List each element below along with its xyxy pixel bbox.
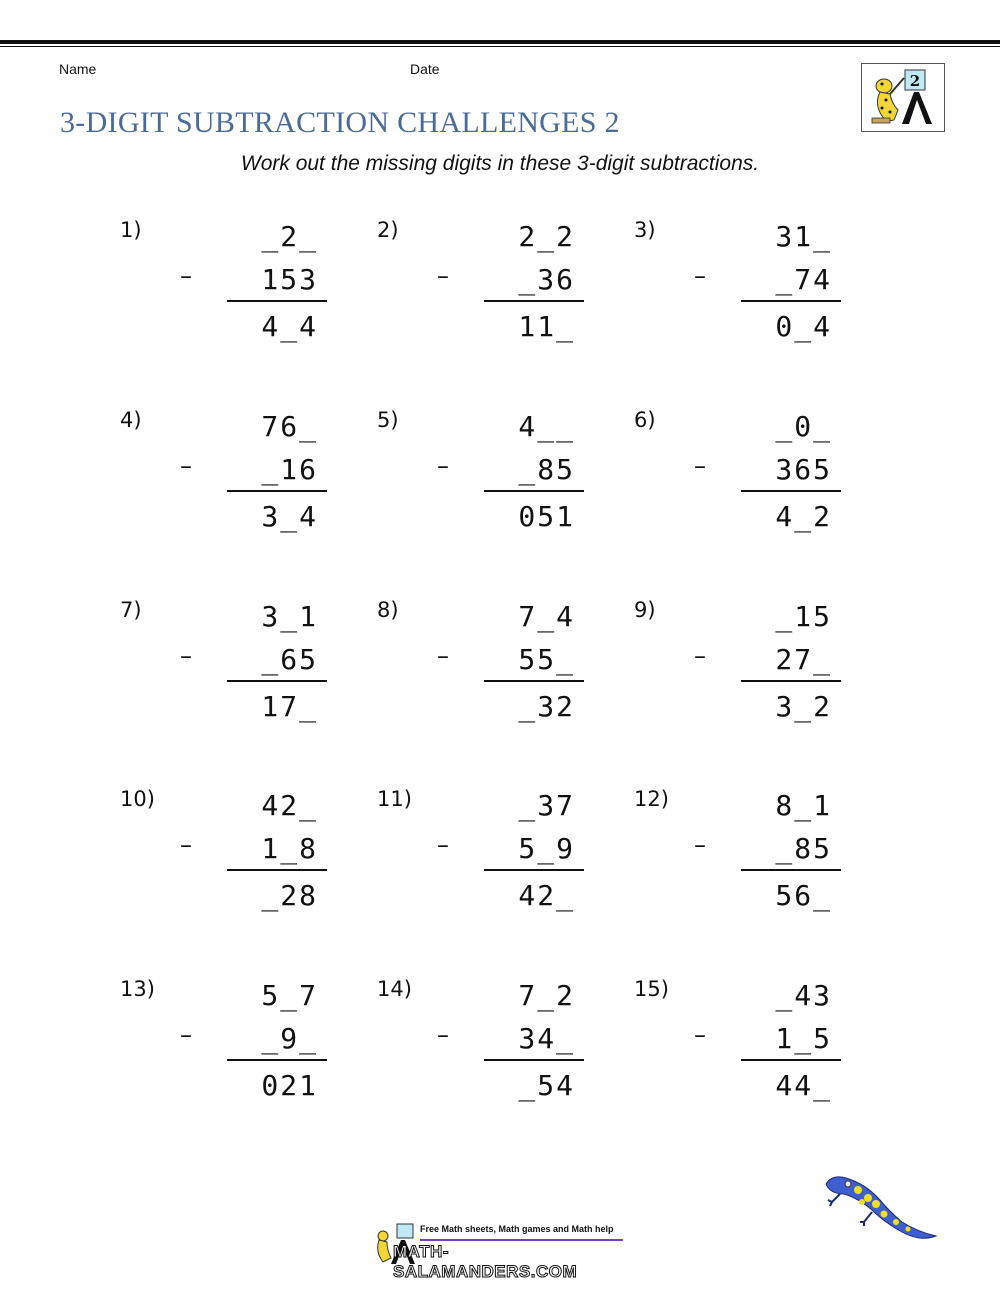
answer-bar <box>227 1059 327 1061</box>
svg-text:2: 2 <box>909 72 921 90</box>
problem-number: 8) <box>377 598 399 622</box>
answer-bar <box>484 490 584 492</box>
problem-8 <box>377 598 637 748</box>
problem-number: 13) <box>120 977 155 1001</box>
minuend[interactable]: 7_2 <box>518 979 575 1012</box>
subtrahend[interactable]: 1_8 <box>261 832 318 865</box>
problem-number: 6) <box>634 408 656 432</box>
footer-tagline: Free Math sheets, Math games and Math help <box>420 1224 614 1234</box>
difference[interactable]: 3_4 <box>261 500 318 533</box>
problem-number: 9) <box>634 598 656 622</box>
minuend[interactable]: _37 <box>518 789 575 822</box>
subtrahend[interactable]: _85 <box>518 453 575 486</box>
date-label: Date <box>410 61 440 77</box>
problem-number: 3) <box>634 218 656 242</box>
top-rule <box>0 40 1000 44</box>
minuend[interactable]: 7_4 <box>518 600 575 633</box>
answer-bar <box>227 869 327 871</box>
difference[interactable]: 44_ <box>775 1069 832 1102</box>
minus-sign: – <box>694 831 706 859</box>
problem-12 <box>634 787 894 937</box>
difference[interactable]: 051 <box>518 500 575 533</box>
answer-bar <box>484 1059 584 1061</box>
difference[interactable]: 0_4 <box>775 310 832 343</box>
minuend[interactable]: 31_ <box>775 220 832 253</box>
problem-number: 1) <box>120 218 142 242</box>
salamander-easel-icon <box>862 64 944 131</box>
minus-sign: – <box>437 642 449 670</box>
minus-sign: – <box>437 1021 449 1049</box>
minuend[interactable]: 4__ <box>518 410 575 443</box>
subtrahend[interactable]: _74 <box>775 263 832 296</box>
problem-number: 12) <box>634 787 669 811</box>
problem-6 <box>634 408 894 558</box>
subtrahend[interactable]: 5_9 <box>518 832 575 865</box>
minuend[interactable]: 3_1 <box>261 600 318 633</box>
minuend[interactable]: 8_1 <box>775 789 832 822</box>
minus-sign: – <box>437 262 449 290</box>
problem-11 <box>377 787 637 937</box>
subtrahend[interactable]: _16 <box>261 453 318 486</box>
difference[interactable]: 11_ <box>518 310 575 343</box>
problem-9 <box>634 598 894 748</box>
minus-sign: – <box>437 831 449 859</box>
minuend[interactable]: 2_2 <box>518 220 575 253</box>
subtrahend[interactable]: _9_ <box>261 1022 318 1055</box>
difference[interactable]: _54 <box>518 1069 575 1102</box>
problem-15 <box>634 977 894 1127</box>
problem-14 <box>377 977 637 1127</box>
problem-10 <box>120 787 380 937</box>
difference[interactable]: 3_2 <box>775 690 832 723</box>
problem-number: 2) <box>377 218 399 242</box>
problem-number: 4) <box>120 408 142 432</box>
subtrahend[interactable]: 365 <box>775 453 832 486</box>
page-title: 3-DIGIT SUBTRACTION CHALLENGES 2 <box>60 106 620 139</box>
problem-number: 15) <box>634 977 669 1001</box>
subtrahend[interactable]: 153 <box>261 263 318 296</box>
problem-13 <box>120 977 380 1127</box>
minuend[interactable]: _0_ <box>775 410 832 443</box>
subtrahend[interactable]: 55_ <box>518 643 575 676</box>
problem-3 <box>634 218 894 368</box>
difference[interactable]: _28 <box>261 879 318 912</box>
problem-4 <box>120 408 380 558</box>
minus-sign: – <box>437 452 449 480</box>
minus-sign: – <box>694 262 706 290</box>
answer-bar <box>227 680 327 682</box>
problem-5 <box>377 408 637 558</box>
minus-sign: – <box>180 262 192 290</box>
minus-sign: – <box>694 452 706 480</box>
difference[interactable]: _32 <box>518 690 575 723</box>
answer-bar <box>741 680 841 682</box>
answer-bar <box>741 300 841 302</box>
subtrahend[interactable]: 34_ <box>518 1022 575 1055</box>
answer-bar <box>484 680 584 682</box>
minuend[interactable]: 76_ <box>261 410 318 443</box>
answer-bar <box>227 490 327 492</box>
minuend[interactable]: 5_7 <box>261 979 318 1012</box>
answer-bar <box>484 869 584 871</box>
blue-salamander-icon <box>818 1172 940 1252</box>
minuend[interactable]: _15 <box>775 600 832 633</box>
problem-number: 7) <box>120 598 142 622</box>
footer-site-name: MATH-SALAMANDERS.COM <box>393 1242 578 1281</box>
minuend[interactable]: 42_ <box>261 789 318 822</box>
instructions: Work out the missing digits in these 3-digit subtractions. <box>240 152 760 175</box>
subtrahend[interactable]: _85 <box>775 832 832 865</box>
subtrahend[interactable]: _36 <box>518 263 575 296</box>
answer-bar <box>741 490 841 492</box>
minus-sign: – <box>694 642 706 670</box>
subtrahend[interactable]: 27_ <box>775 643 832 676</box>
answer-bar <box>227 300 327 302</box>
difference[interactable]: 4_2 <box>775 500 832 533</box>
difference[interactable]: 021 <box>261 1069 318 1102</box>
difference[interactable]: 4_4 <box>261 310 318 343</box>
minus-sign: – <box>180 452 192 480</box>
minus-sign: – <box>180 642 192 670</box>
top-rule-thin <box>0 46 1000 47</box>
name-label: Name <box>59 61 97 77</box>
math-salamanders-footer-logo <box>373 1222 628 1281</box>
answer-bar <box>741 1059 841 1061</box>
footer-divider <box>420 1239 623 1241</box>
difference[interactable]: 56_ <box>775 879 832 912</box>
problem-1 <box>120 218 380 368</box>
subtrahend[interactable]: 1_5 <box>775 1022 832 1055</box>
difference[interactable]: 17_ <box>261 690 318 723</box>
minus-sign: – <box>180 831 192 859</box>
minuend[interactable]: _43 <box>775 979 832 1012</box>
answer-bar <box>484 300 584 302</box>
problem-7 <box>120 598 380 748</box>
answer-bar <box>741 869 841 871</box>
difference[interactable]: 42_ <box>518 879 575 912</box>
problem-number: 5) <box>377 408 399 432</box>
minus-sign: – <box>180 1021 192 1049</box>
problem-number: 14) <box>377 977 412 1001</box>
salamander-logo-badge <box>861 63 945 132</box>
problem-number: 11) <box>377 787 412 811</box>
problem-2 <box>377 218 637 368</box>
minus-sign: – <box>694 1021 706 1049</box>
minuend[interactable]: _2_ <box>261 220 318 253</box>
subtrahend[interactable]: _65 <box>261 643 318 676</box>
problem-number: 10) <box>120 787 155 811</box>
